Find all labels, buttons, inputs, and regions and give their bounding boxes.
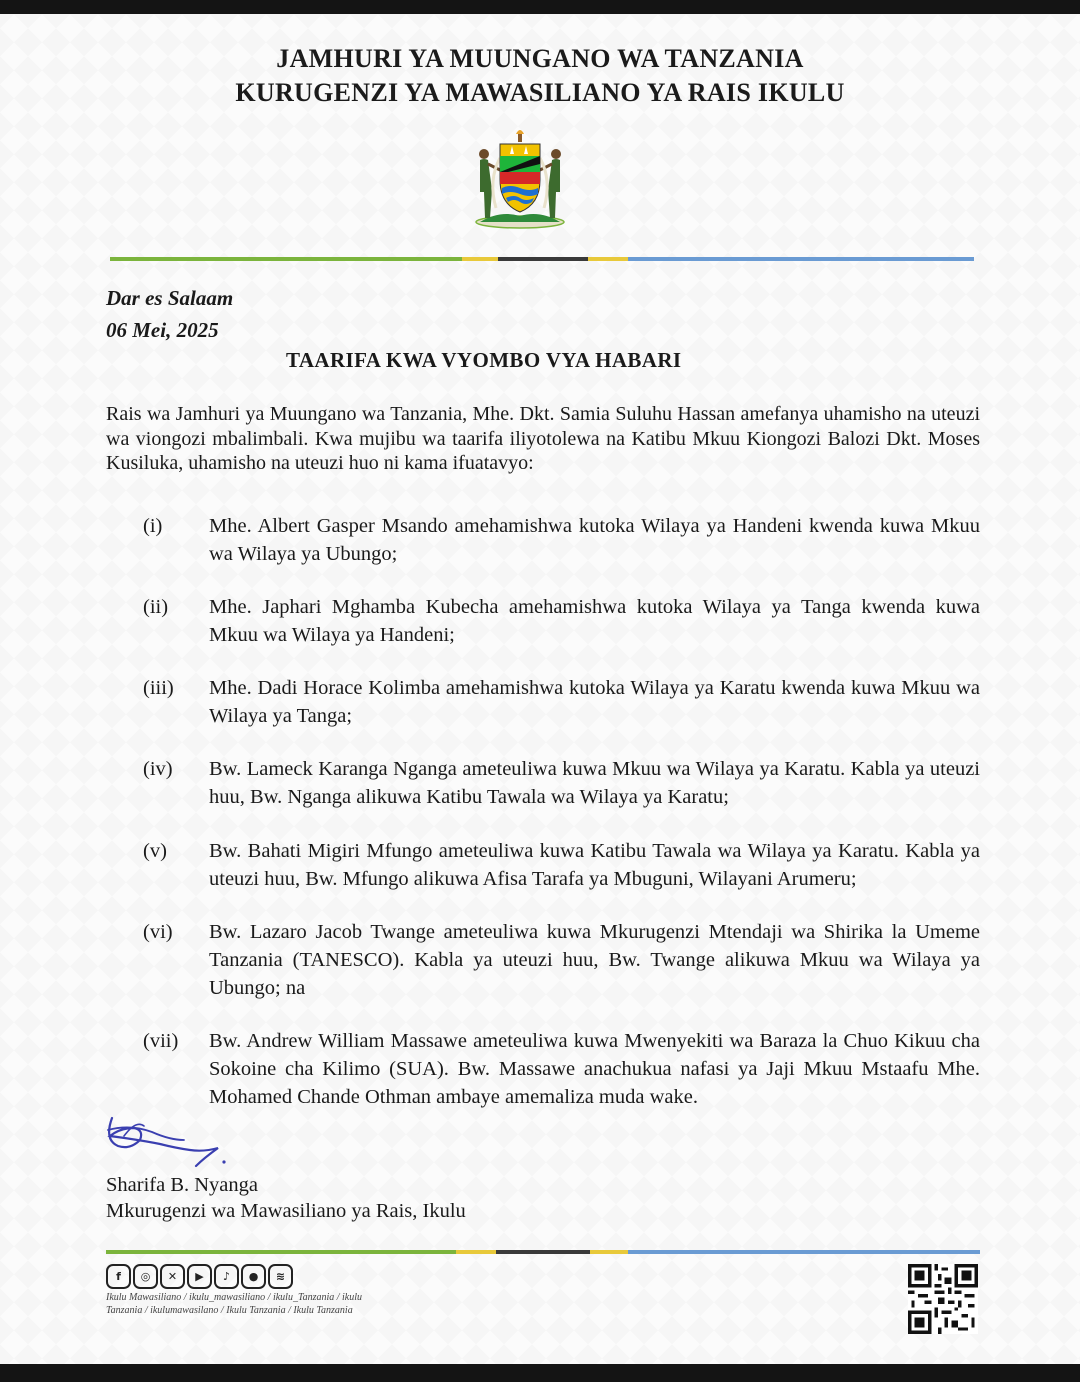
footer-rule-blue	[628, 1250, 980, 1254]
handwritten-signature	[100, 1110, 230, 1170]
list-item-number: (i)	[143, 515, 163, 537]
list-item-number: (iv)	[143, 758, 173, 780]
youtube-icon[interactable]: ▶	[187, 1264, 212, 1289]
header-rule-blue	[628, 257, 974, 261]
list-item-text: Mhe. Albert Gasper Msando amehamishwa kutoka Wilaya ya Handeni kwenda kuwa Mkuu wa Wilaya ya Ubungo;	[209, 515, 980, 565]
social-icons	[106, 1264, 293, 1289]
list-item-text: Bw. Lameck Karanga Nganga ameteuliwa kuwa Mkuu wa Wilaya ya Karatu. Kabla ya uteuzi huu, Bw. Nganga alikuwa Katibu Tawala wa Wilaya ya Karatu;	[209, 758, 980, 808]
footer-rule-yellow-2	[590, 1250, 628, 1254]
top-black-bar	[0, 0, 1080, 14]
signatory-name: Sharifa B. Nyanga	[106, 1174, 258, 1196]
header-rule-yellow	[462, 257, 498, 261]
dateline-place: Dar es Salaam	[106, 286, 234, 310]
release-title: TAARIFA KWA VYOMBO VYA HABARI	[286, 348, 682, 372]
header-line-2: KURUGENZI YA MAWASILIANO YA RAIS IKULU	[235, 78, 845, 107]
podcast-icon[interactable]: ●	[241, 1264, 266, 1289]
bottom-black-bar	[0, 1364, 1080, 1382]
list-item-text: Mhe. Dadi Horace Kolimba amehamishwa kutoka Wilaya ya Karatu kwenda kuwa Mkuu wa Wilaya ya Tanga;	[209, 677, 980, 727]
list-item-number: (vii)	[143, 1030, 179, 1052]
header-rule-yellow-2	[588, 257, 628, 261]
list-item-number: (iii)	[143, 677, 174, 699]
intro-paragraph: Rais wa Jamhuri ya Muungano wa Tanzania, Mhe. Dkt. Samia Suluhu Hassan amefanya uhamisho na uteuzi wa viongozi mbalimbali. Kwa mujibu wa taarifa iliyotolewa na Katibu Mkuu Kiongozi Balozi Dkt. Moses Kusiluka, uhamisho na uteuzi huo ni kama ifuatavyo:	[106, 403, 980, 474]
signatory-title: Mkurugenzi wa Mawasiliano ya Rais, Ikulu	[106, 1200, 466, 1222]
tiktok-icon[interactable]: ♪	[214, 1264, 239, 1289]
social-handles: Ikulu Mawasiliano / ikulu_mawasiliano / ikulu_Tanzania / ikulu Tanzania / ikulumawasilano / Ikulu Tanzania / Ikulu Tanzania	[106, 1292, 363, 1316]
x-icon[interactable]: ✕	[160, 1264, 185, 1289]
header-line-1: JAMHURI YA MUUNGANO WA TANZANIA	[276, 44, 804, 73]
spotify-icon[interactable]: ≋	[268, 1264, 293, 1289]
coat-of-arms-icon	[470, 130, 570, 230]
list-item-text: Bw. Bahati Migiri Mfungo ameteuliwa kuwa Katibu Tawala wa Wilaya ya Karatu. Kabla ya uteuzi huu, Bw. Mfungo alikuwa Afisa Tarafa ya Mbuguni, Wilayani Arumeru;	[209, 840, 980, 890]
facebook-icon[interactable]: f	[106, 1264, 131, 1289]
list-item-number: (ii)	[143, 596, 169, 618]
dateline-date: 06 Mei, 2025	[106, 318, 219, 342]
list-item-text: Bw. Lazaro Jacob Twange ameteuliwa kuwa Mkurugenzi Mtendaji wa Shirika la Umeme Tanzania (TANESCO). Kabla ya uteuzi huu, Bw. Twange alikuwa Mkuu wa Wilaya ya Ubungo; na	[209, 921, 980, 999]
list-item-number: (v)	[143, 840, 167, 862]
list-item-text: Bw. Andrew William Massawe ameteuliwa kuwa Mwenyekiti wa Baraza la Chuo Kikuu cha Sokoine cha Kilimo (SUA). Bw. Massawe anachukua nafasi ya Jaji Mkuu Mstaafu Mhe. Mohamed Chande Othman ambaye amemaliza muda wake.	[209, 1030, 980, 1108]
footer-rule-black	[496, 1250, 590, 1254]
footer-rule-green	[106, 1250, 456, 1254]
header-rule-black	[498, 257, 588, 261]
list-item-text: Mhe. Japhari Mghamba Kubecha amehamishwa kutoka Wilaya ya Tanga kwenda kuwa Mkuu wa Wilaya ya Handeni;	[209, 596, 980, 646]
qr-code-icon[interactable]	[908, 1264, 978, 1334]
footer-rule-yellow	[456, 1250, 496, 1254]
header-rule-green	[110, 257, 462, 261]
instagram-icon[interactable]: ◎	[133, 1264, 158, 1289]
list-item-number: (vi)	[143, 921, 173, 943]
